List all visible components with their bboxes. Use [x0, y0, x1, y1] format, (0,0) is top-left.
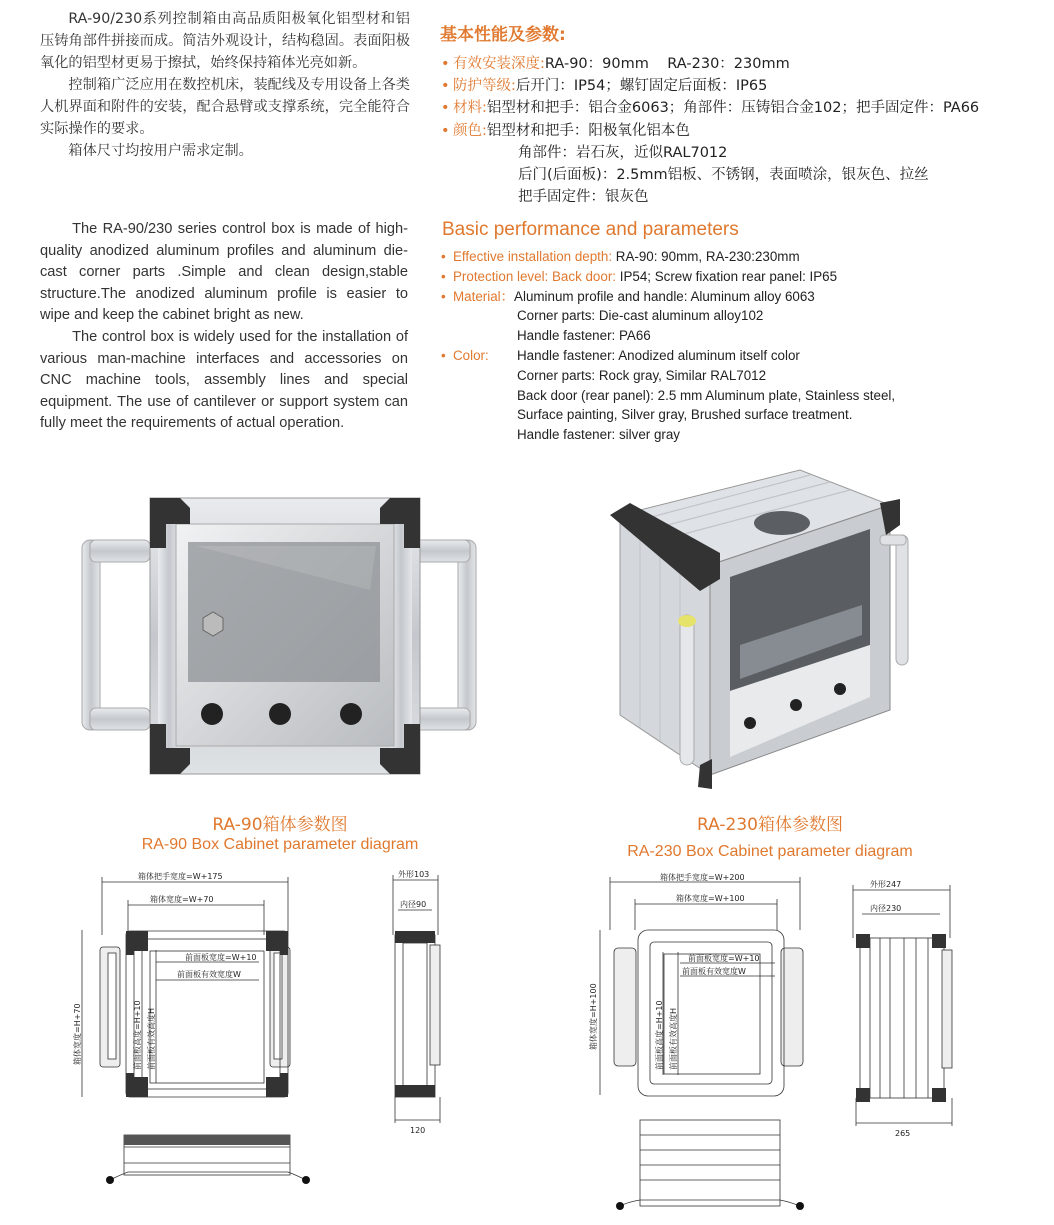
list-item: • 材料: 铝型材和把手：铝合金6063；角部件：压铸铝合金102；把手固定件：PA66 — [441, 100, 980, 117]
ra230-product-image — [600, 465, 940, 800]
ra230-front-eff-width-label: 前面板有效宽度W — [682, 967, 746, 976]
params-en-list — [441, 247, 895, 445]
ra230-handle-width-label: 箱体把手宽度=W+200 — [660, 873, 745, 882]
list-subitem: 把手固定件：银灰色 — [518, 189, 649, 206]
ra230-depth-label: 265 — [895, 1129, 911, 1138]
intro-en-paragraph-1: The RA-90/230 series control box is made of high-quality anodized aluminum profiles and aluminum die-cast corner parts .Simple and clean design,stable structure.The anodized aluminum profile is easier to wipe and keep the cabinet bright as new. — [40, 221, 408, 324]
list-subitem: Back door (rear panel): 2.5 mm Aluminum plate, Stainless steel, — [517, 387, 896, 403]
ra90-box-height-label: 箱体宽度=H+70 — [73, 1003, 82, 1065]
list-item: • 防护等级: 后开门：IP54；螺钉固定后面板：IP65 — [441, 78, 768, 95]
ra90-caption-en: RA-90 Box Cabinet parameter diagram — [141, 836, 419, 853]
ra230-box-height-label: 箱体宽度=H+100 — [589, 983, 598, 1050]
ra90-inner-label: 内径90 — [400, 900, 427, 909]
params-en-heading: Basic performance and parameters — [442, 219, 739, 240]
ra90-outer-label: 外形103 — [398, 870, 430, 879]
list-item: • Color: Handle fastener: Anodized aluminum itself color — [441, 347, 800, 363]
list-item: • Protection level: Back door: IP54; Screw fixation rear panel: IP65 — [441, 268, 838, 284]
intro-chinese — [40, 8, 410, 162]
ra230-inner-label: 内径230 — [870, 904, 902, 913]
params-cn-heading: 基本性能及参数: — [440, 25, 566, 45]
ra90-depth-label: 120 — [410, 1126, 426, 1135]
list-item: • Material： Aluminum profile and handle: Aluminum alloy 6063 — [441, 288, 815, 304]
ra90-front-eff-width-label: 前面板有效宽度W — [177, 970, 241, 979]
list-subitem: Corner parts: Rock gray, Similar RAL7012 — [517, 367, 767, 383]
list-subitem: 角部件：岩石灰，近似RAL7012 — [518, 144, 728, 161]
ra230-box-width-label: 箱体宽度=W+100 — [676, 894, 745, 903]
list-item: • 有效安装深度: RA-90：90mm RA-230：230mm — [441, 56, 790, 72]
ra90-caption-cn: RA-90箱体参数图 — [212, 815, 348, 835]
ra230-caption-cn: RA-230箱体参数图 — [697, 815, 843, 835]
list-subitem: Handle fastener: silver gray — [517, 427, 680, 443]
list-subitem: 后门(后面板)：2.5mm铝板、不锈钢，表面喷涂，银灰色、拉丝 — [518, 167, 929, 184]
intro-cn-paragraph-1: RA-90/230系列控制箱由高品质阳极氧化铝型材和铝压铸角部件拼接而成。简洁外观设计，结构稳固。表面阳极氧化的铝型材更易于擦拭，始终保持箱体光亮如新。 — [40, 11, 410, 71]
list-subitem: Corner parts: Die-cast aluminum alloy102 — [517, 308, 764, 324]
list-item: • Effective installation depth: RA-90: 90mm, RA-230:230mm — [441, 249, 800, 264]
ra90-front-height-label: 前面板高度=H+10 — [133, 1000, 142, 1070]
ra230-front-eff-height-label: 前面板有效高度H — [669, 1007, 678, 1070]
list-subitem: Surface painting, Silver gray, Brushed surface treatment. — [517, 407, 853, 423]
ra90-parameter-drawing — [60, 865, 490, 1225]
intro-cn-paragraph-2: 控制箱广泛应用在数控机床，装配线及专用设备上各类人机界面和附件的安装，配合悬臂或支撑系统，完全能符合实际操作的要求。 — [40, 77, 410, 137]
ra90-handle-width-label: 箱体把手宽度=W+175 — [138, 872, 223, 881]
intro-cn-paragraph-3: 箱体尺寸均按用户需求定制。 — [68, 143, 253, 159]
ra230-caption-en: RA-230 Box Cabinet parameter diagram — [627, 843, 913, 860]
ra90-product-image — [70, 490, 490, 790]
intro-english — [40, 219, 408, 435]
ra90-box-width-label: 箱体宽度=W+70 — [150, 895, 214, 904]
intro-en-paragraph-2: The control box is widely used for the installation of various man-machine interfaces and accessories on CNC machine tools, assembly lines and special equipment. The use of cantilever or support system can fully meet the requirements of actual operation. — [40, 328, 408, 432]
ra90-front-width-label: 前面板宽度=W+10 — [185, 953, 257, 962]
ra230-front-width-label: 前面板宽度=W+10 — [688, 954, 760, 963]
ra90-front-eff-height-label: 前面板有效高度H — [147, 1007, 156, 1070]
list-subitem: Handle fastener: PA66 — [517, 328, 651, 344]
ra230-outer-label: 外形247 — [870, 880, 902, 889]
ra230-parameter-drawing — [570, 870, 1000, 1220]
ra230-front-height-label: 前面板高度=H+10 — [655, 1000, 664, 1070]
params-cn-list — [441, 53, 979, 208]
list-item: • 颜色: 铝型材和把手：阳极氧化铝本色 — [441, 122, 690, 139]
